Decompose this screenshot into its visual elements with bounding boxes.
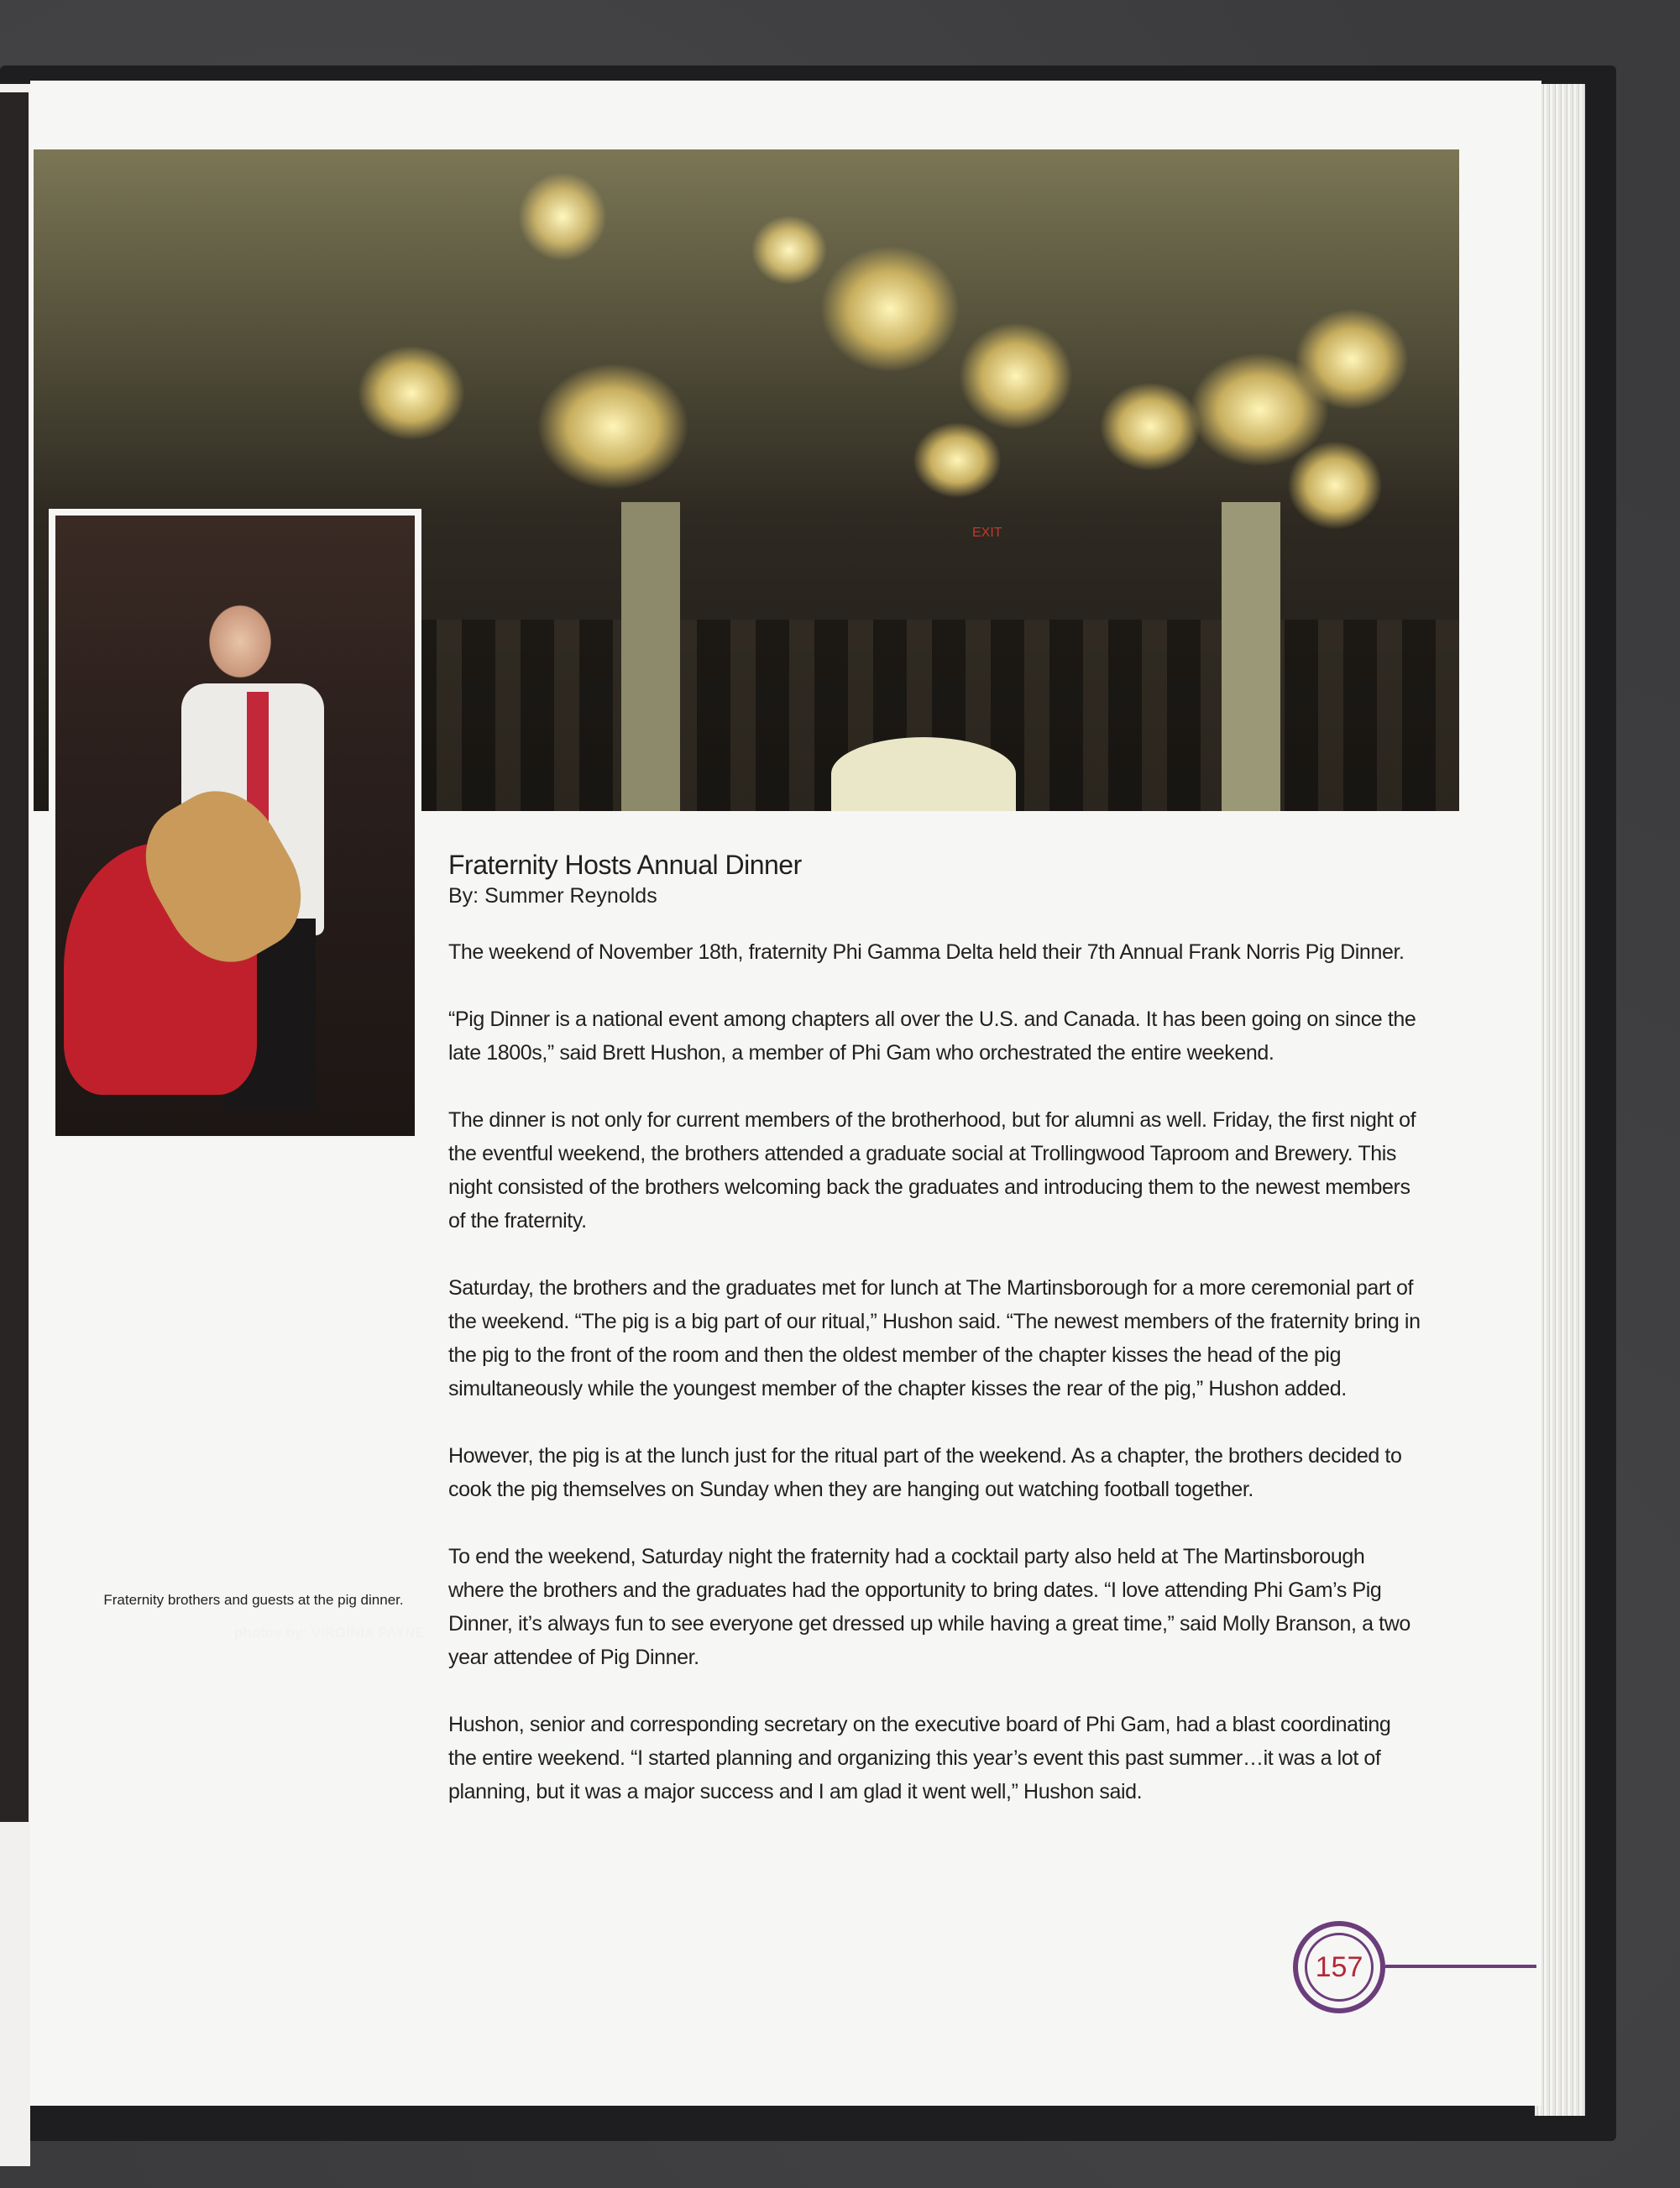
- photo-credit: photos by: VIRGINIA PAYNE: [233, 1625, 425, 1641]
- left-page-photo-strip: [0, 92, 29, 1822]
- article-paragraph: The weekend of November 18th, fraternity Phi Gamma Delta held their 7th Annual Frank Norris Pig Dinner.: [448, 940, 1405, 964]
- article-paragraph: “Pig Dinner is a national event among chapters all over the U.S. and Canada. It has been going on since the late 1800s,” said Brett Hushon, a member of Phi Gam who orchestrated the entire weekend.: [448, 1008, 1416, 1065]
- article-paragraph: The dinner is not only for current members of the brotherhood, but for alumni as well. Friday, the first night of the eventful weekend, the brothers attended a graduate social at Trollingwood Taproom and Brewery. This night consisted of the brothers welcoming back the graduates and introducing them to the newest members of the fraternity.: [448, 1108, 1416, 1233]
- article-paragraph: Hushon, senior and corresponding secretary on the executive board of Phi Gam, had a blast coordinating the entire weekend. “I started planning and organizing this year’s event this past summer…it was a lot of planning, but it was a major success and I am glad it went well,” Hushon said.: [448, 1713, 1391, 1803]
- banner-pillar: [1222, 502, 1280, 811]
- page-number: 157: [1305, 1933, 1374, 2002]
- inset-photo-frame: [49, 509, 425, 1641]
- article-paragraph: Saturday, the brothers and the graduates met for lunch at The Martinsborough for a more ceremonial part of the weekend. “The pig is a big part of our ritual,” Hushon said. “The newest members of the fraternity bring in the pig to the front of the room and then the oldest member of the chapter kisses the head of the pig simultaneously while the youngest member of the chapter kisses the rear of the pig,” Hushon added.: [448, 1276, 1421, 1400]
- page-number-badge: [1293, 1921, 1385, 2013]
- article-paragraph: To end the weekend, Saturday night the fraternity had a cocktail party also held at The Martinsborough where the brothers and the graduates had the opportunity to bring dates. “I love attending Phi Gam’s Pig Dinner, it’s always fun to see everyone get dressed up while having a great time,” said Molly Branson, a two year attendee of Pig Dinner.: [448, 1545, 1410, 1669]
- article: [448, 848, 1422, 1842]
- article-byline: By: Summer Reynolds: [448, 884, 657, 908]
- page-stack-edge: [1535, 84, 1585, 2116]
- article-title: Fraternity Hosts Annual Dinner: [448, 850, 802, 880]
- exit-sign: EXIT: [972, 526, 1002, 540]
- banner-pillar: [621, 502, 680, 811]
- article-paragraph: However, the pig is at the lunch just for the ritual part of the weekend. As a chapter, the brothers decided to cook the pig themselves on Sunday when they are hanging out watching football together.: [448, 1444, 1402, 1501]
- inset-photo: [55, 516, 415, 1136]
- photo-caption: Fraternity brothers and guests at the pig dinner.: [84, 1585, 423, 1615]
- banner-table: [831, 737, 1016, 811]
- page-number-rule: [1385, 1965, 1536, 1968]
